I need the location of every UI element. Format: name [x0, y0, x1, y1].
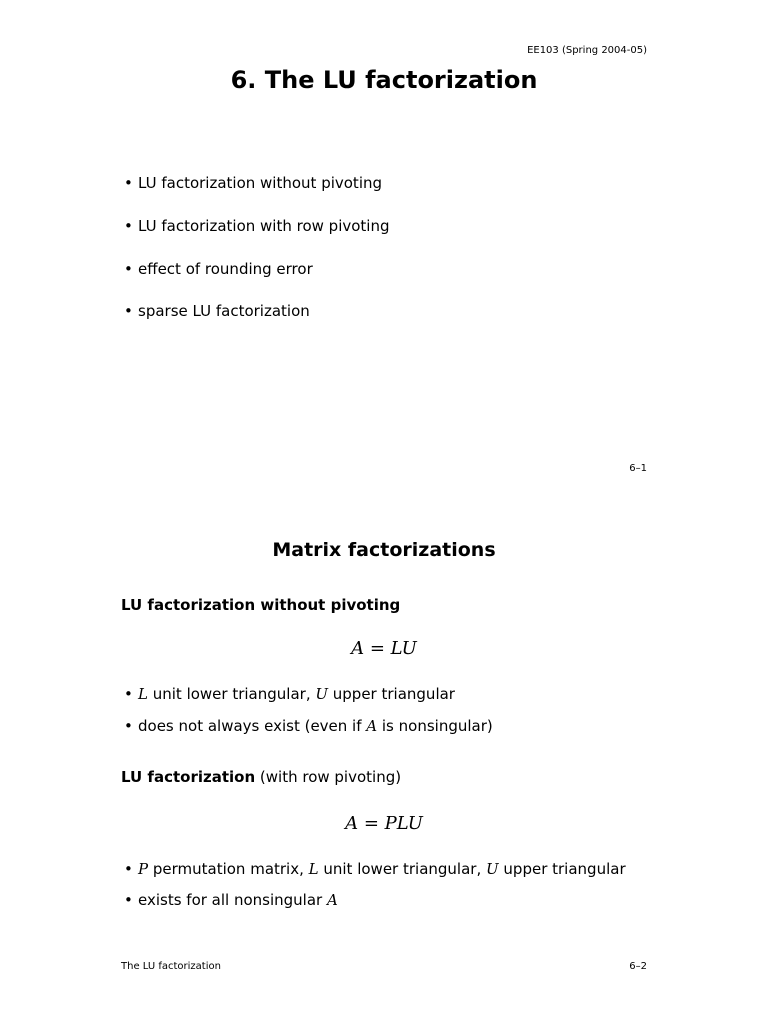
list-item: • effect of rounding error [124, 260, 313, 278]
list-item: • exists for all nonsingular A [124, 891, 338, 909]
slide1-title: 6. The LU factorization [230, 66, 538, 94]
equation: A = LU [351, 638, 417, 659]
slide2-title: Matrix factorizations [272, 539, 496, 561]
list-item: • L unit lower triangular, U upper triangular [124, 685, 455, 703]
bullet-icon: • [124, 860, 133, 878]
list-item: • sparse LU factorization [124, 302, 310, 320]
bullet-icon: • [124, 685, 133, 703]
footer-left: The LU factorization [121, 961, 221, 972]
list-item: • LU factorization without pivoting [124, 174, 383, 192]
list-item: • does not always exist (even if A is nonsingular) [124, 717, 493, 735]
bullet-icon: • [124, 891, 133, 909]
bullet-icon: • [124, 260, 133, 278]
bullet-icon: • [124, 717, 133, 735]
equation: A = PLU [345, 813, 423, 834]
list-item: • LU factorization with row pivoting [124, 217, 390, 235]
section-heading: LU factorization (with row pivoting) [121, 768, 402, 786]
slide1-page-number: 6–1 [629, 463, 647, 474]
bullet-icon: • [124, 302, 133, 320]
slide1-header: EE103 (Spring 2004-05) [527, 45, 647, 56]
slide2-page-number: 6–2 [629, 961, 647, 972]
bullet-icon: • [124, 217, 133, 235]
bullet-icon: • [124, 174, 133, 192]
list-item: • P permutation matrix, L unit lower triangular, U upper triangular [124, 860, 626, 878]
section-heading: LU factorization without pivoting [121, 596, 401, 614]
